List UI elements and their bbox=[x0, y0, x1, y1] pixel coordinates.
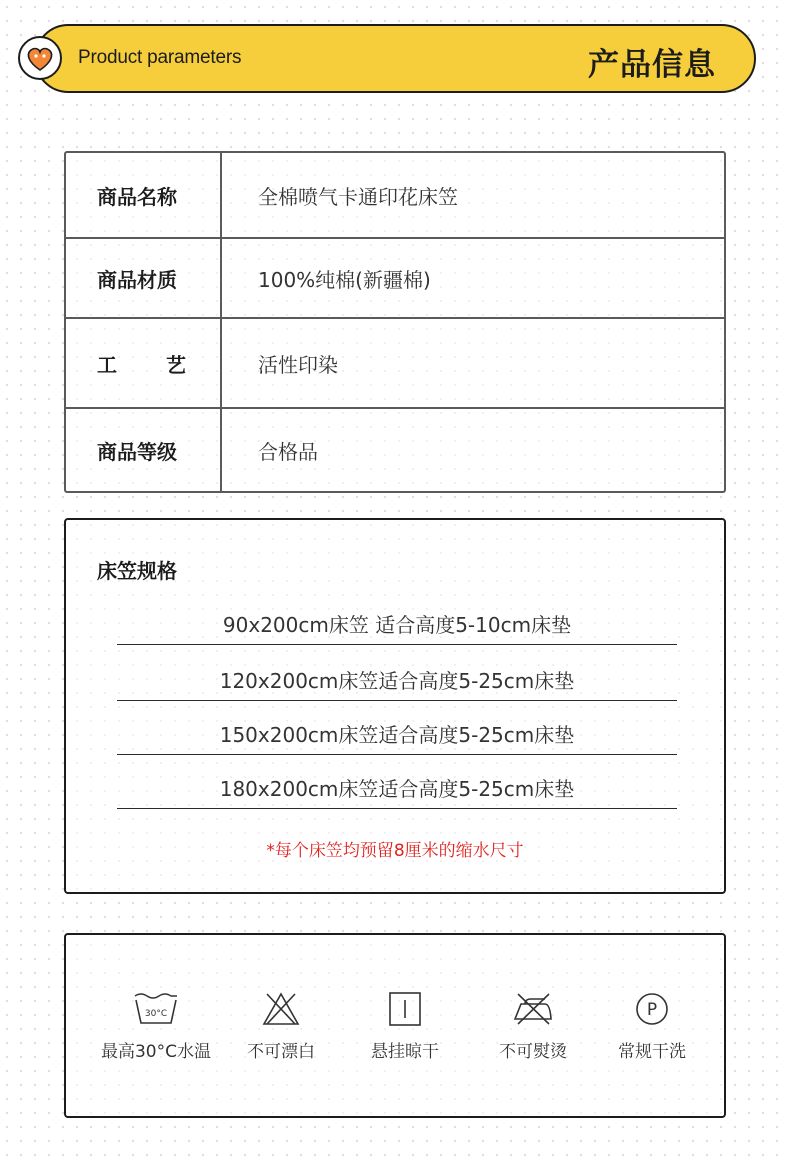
wash-temp-text: 30°C bbox=[144, 1009, 168, 1019]
header-title-zh: 产品信息 bbox=[588, 47, 716, 83]
care-label: 不可漂白 bbox=[247, 1042, 315, 1062]
param-key-part: 工 bbox=[97, 352, 117, 377]
header-title-en: Product parameters bbox=[78, 47, 242, 68]
care-item-wash bbox=[96, 991, 216, 1062]
care-item-iron bbox=[473, 991, 593, 1062]
spec-row: 120x200cm床笠适合高度5-25cm床垫 bbox=[117, 665, 677, 701]
care-item-dry bbox=[345, 991, 465, 1062]
param-row-grade bbox=[66, 409, 724, 491]
care-item-bleach bbox=[221, 991, 341, 1062]
spec-row: 180x200cm床笠适合高度5-25cm床垫 bbox=[117, 773, 677, 809]
param-value: 合格品 bbox=[258, 439, 318, 464]
care-label: 不可熨烫 bbox=[499, 1042, 567, 1062]
param-key: 商品名称 bbox=[66, 153, 222, 237]
param-key: 商品等级 bbox=[66, 409, 222, 491]
spec-row: 90x200cm床笠 适合高度5-10cm床垫 bbox=[117, 609, 677, 645]
param-value: 活性印染 bbox=[258, 352, 338, 377]
param-row-material bbox=[66, 239, 724, 319]
no-bleach-icon bbox=[261, 991, 301, 1027]
dry-clean-letter: P bbox=[646, 1000, 658, 1020]
care-label: 常规干洗 bbox=[618, 1042, 686, 1062]
param-key-part: 艺 bbox=[166, 352, 186, 377]
wash-30-icon bbox=[132, 991, 180, 1027]
line-dry-icon bbox=[387, 991, 423, 1027]
product-params-table bbox=[64, 151, 726, 493]
spec-title: 床笠规格 bbox=[97, 559, 177, 583]
heart-badge-icon bbox=[16, 34, 64, 82]
param-key bbox=[66, 319, 222, 407]
care-item-dryclean bbox=[592, 991, 712, 1062]
shrink-note: *每个床笠均预留8厘米的缩水尺寸 bbox=[266, 841, 524, 861]
care-label: 最高30°C水温 bbox=[100, 1042, 211, 1062]
no-iron-icon bbox=[511, 991, 555, 1027]
spec-row: 150x200cm床笠适合高度5-25cm床垫 bbox=[117, 719, 677, 755]
care-label: 悬挂晾干 bbox=[371, 1042, 439, 1062]
param-value: 100%纯棉(新疆棉) bbox=[258, 267, 431, 292]
param-value: 全棉喷气卡通印花床笠 bbox=[258, 184, 458, 209]
care-panel bbox=[64, 933, 726, 1118]
header-banner bbox=[34, 24, 756, 93]
param-key: 商品材质 bbox=[66, 239, 222, 317]
param-row-name bbox=[66, 153, 724, 239]
param-row-craft bbox=[66, 319, 724, 409]
dry-clean-icon bbox=[634, 991, 670, 1027]
spec-panel bbox=[64, 518, 726, 894]
